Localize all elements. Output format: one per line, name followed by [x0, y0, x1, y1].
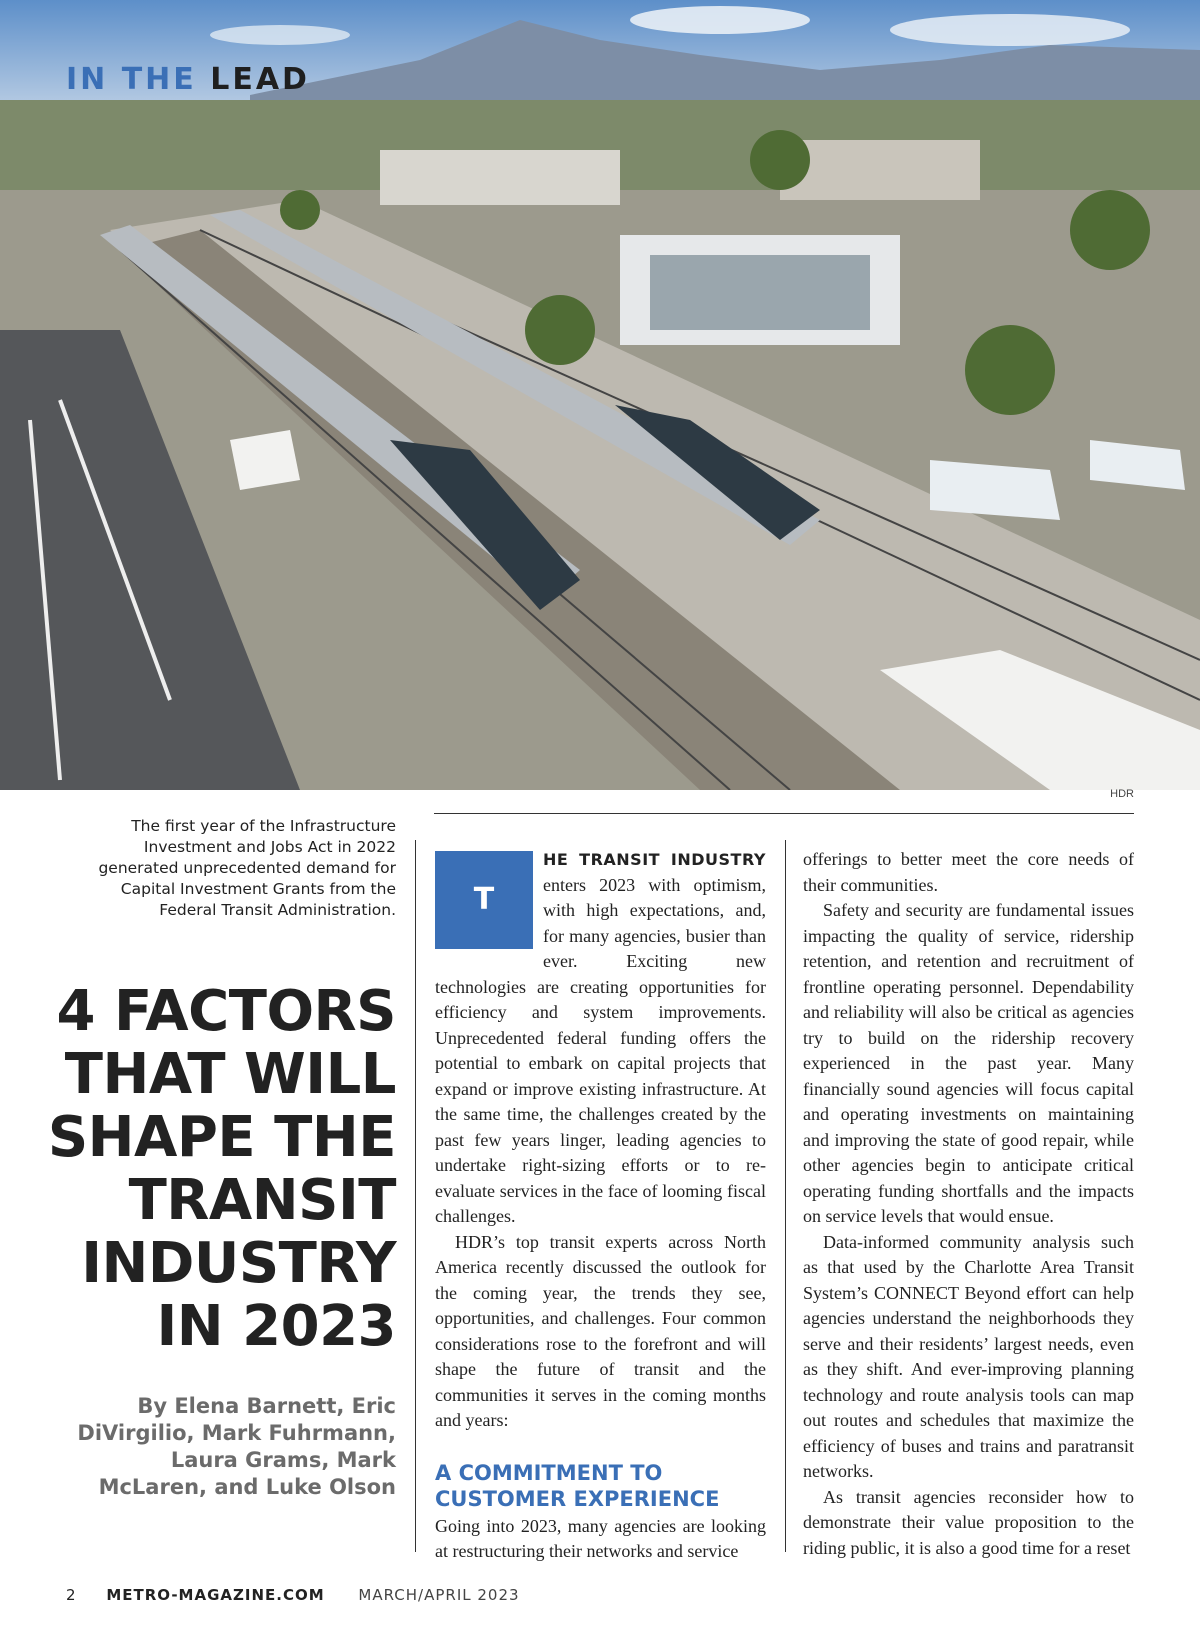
top-divider: [434, 813, 1134, 814]
section-tag-part1: IN THE: [66, 62, 197, 97]
lead-paragraph: [435, 847, 766, 1230]
headline-line: TRANSIT: [128, 1168, 396, 1233]
paragraph: As transit agencies reconsider how to demonstrate their value proposition to the riding public, it is also a good time for a reset: [803, 1486, 1134, 1558]
drop-cap: T: [435, 851, 533, 949]
train-station-aerial-image: [0, 0, 1200, 790]
footer-site-link[interactable]: METRO-MAGAZINE.COM: [106, 1586, 325, 1604]
column-divider: [785, 840, 786, 1552]
column-divider: [415, 840, 416, 1552]
lead-paragraph-text: enters 2023 with optimism, with high expectations, and, for many agencies, busier than ever. Exciting new technologies are creating opportunities for efficiency and system improvements. Unprecedented federal funding offers the potential to embark on capital projects that expand or improve existing infrastructure. At the same time, the challenges created by the past few years linger, leading agencies to undertake right-sizing efforts or to re-evaluate services in the face of looming fiscal challenges.: [435, 874, 766, 1226]
headline-line: 4 FACTORS: [56, 979, 396, 1044]
page-number: 2: [66, 1586, 77, 1604]
lead-caps: HE TRANSIT INDUSTRY: [543, 850, 766, 869]
section-subhead: A COMMITMENT TO CUSTOMER EXPERIENCE: [435, 1460, 720, 1511]
photo-caption: The first year of the Infrastructure Investment and Jobs Act in 2022 generated unprecedented demand for Capital Investment Grants from the Federal Transit Administration.: [98, 817, 396, 919]
page-footer: [66, 1586, 520, 1604]
article-byline: By Elena Barnett, Eric DiVirgilio, Mark Fuhrmann, Laura Grams, Mark McLaren, and Luke Olson: [77, 1394, 396, 1499]
article-headline: [40, 980, 396, 1358]
headline-line: INDUSTRY: [81, 1231, 396, 1296]
paragraph: offerings to better meet the core needs of their communities.: [803, 849, 1134, 895]
article-column-2: [803, 847, 1134, 1561]
paragraph: HDR’s top transit experts across North America recently discussed the outlook for the coming year, the trends they see, opportunities, and challenges. Four common considerations rose to the forefront and will shape the future of transit and the communities it serves in the coming months and years:: [435, 1231, 766, 1430]
paragraph: Data-informed community analysis such as that used by the Charlotte Area Transit System’s CONNECT Beyond effort can help agencies understand the neighborhoods they serve and their residents’ largest needs, even as they shift. And ever-improving planning technology and route analysis tools can map out routes and schedules that maximize the efficiency of buses and trains and paratransit networks.: [803, 1231, 1134, 1481]
section-tag: [66, 62, 310, 97]
headline-line: IN 2023: [156, 1294, 396, 1359]
article-column-1: [435, 847, 766, 1565]
headline-line: THAT WILL: [64, 1042, 396, 1107]
paragraph: Safety and security are fundamental issues impacting the quality of service, ridership retention, and retention and recruitment of frontline operating personnel. Dependability and reliability will also be critical as agencies try to build on the ridership recovery experienced in the past year. Many financially sound agencies will focus capital and operating investments on maintaining and improving the state of good repair, while other agencies begin to anticipate critical operating funding shortfalls and the impacts on service levels that would ensue.: [803, 900, 1134, 1226]
headline-line: SHAPE THE: [47, 1105, 396, 1170]
footer-issue: MARCH/APRIL 2023: [358, 1586, 520, 1604]
paragraph: Going into 2023, many agencies are looking at restructuring their networks and service: [435, 1515, 766, 1561]
hero-photo: [0, 0, 1200, 790]
section-tag-part2: LEAD: [210, 62, 310, 97]
photo-credit: HDR: [1110, 788, 1134, 800]
